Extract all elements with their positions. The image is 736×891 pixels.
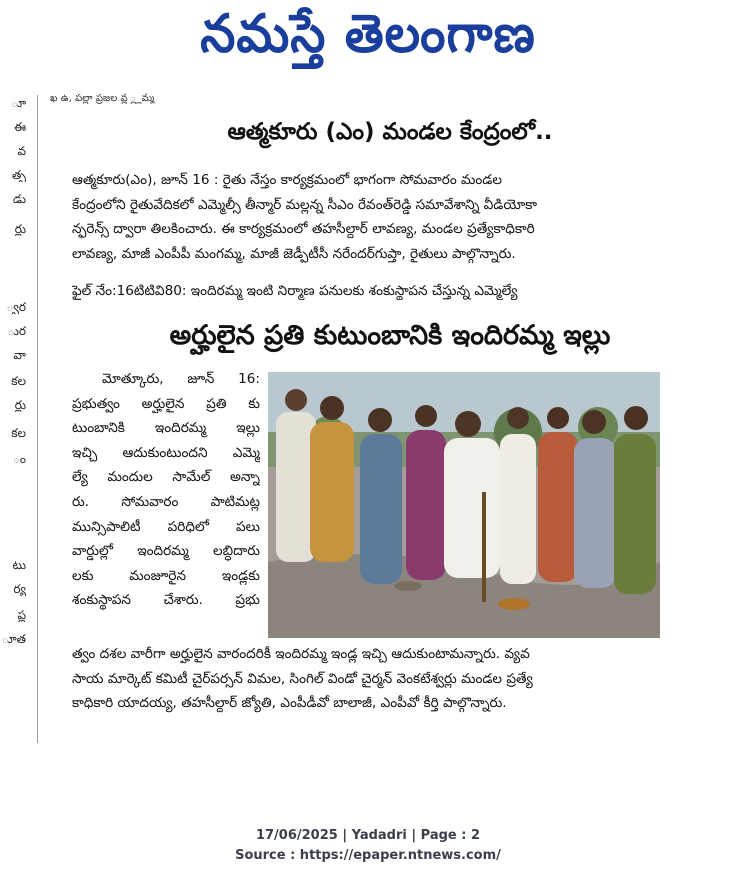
- body-line: లకు మంజూరైన ఇండ్లకు: [72, 567, 260, 584]
- left-fragment: ుర: [7, 324, 26, 338]
- body-line: వార్డుల్లో ఇందిరమ్మ లబ్ధిదారు: [72, 543, 260, 560]
- body-line: సాయ మార్కెట్ కమిటీ చైర్‌పర్సన్ విమల, సింగిల్ విండో చైర్మన్ వెంకటేశ్వర్లు మండల ప్రత్యే: [72, 670, 533, 687]
- left-fragment: ర్లు: [14, 222, 26, 236]
- body-line: రు. సోమవారం పాటిమట్ల: [72, 493, 260, 510]
- left-fragment: ూత: [1, 632, 26, 646]
- story1-headline: ఆత్మకూరు (ఎం) మండల కేంద్రంలో..: [227, 119, 553, 145]
- left-fragment: త్స: [12, 168, 26, 182]
- story2-narrow-body: [72, 367, 260, 613]
- column-rule: [37, 95, 38, 743]
- left-fragment: కల: [11, 374, 26, 388]
- left-fragment: ప్ల: [17, 608, 26, 622]
- news-photo-illustration: [268, 372, 660, 638]
- left-column-fragments: [0, 92, 30, 742]
- left-fragment: డు: [12, 192, 26, 206]
- footer-source-link[interactable]: Source : https://epaper.ntnews.com/: [235, 848, 501, 863]
- left-fragment: ం: [12, 452, 26, 466]
- body-line: ఇచ్చి ఆదుకుంటుందని ఎమ్మె: [72, 444, 260, 461]
- left-fragment: ర్య: [13, 582, 26, 596]
- left-fragment: ూ: [11, 96, 26, 110]
- story2-wide-body: [72, 642, 666, 716]
- photo-caption: ఫైల్ నేం:16టిటివి80: ఇందిరమ్మ ఇంటి నిర్మాణ పనులకు శంకుస్థాపన చేస్తున్న ఎమ్మెల్యే: [72, 283, 518, 299]
- left-fragment: ఈ: [14, 120, 26, 134]
- body-line: టుంబానికి ఇందిరమ్మ ఇల్లు: [72, 420, 260, 437]
- page-footer: [0, 826, 736, 866]
- body-line: ల్యే మందుల సామేల్ అన్నా: [72, 469, 260, 486]
- body-line: శంకుస్థాపన చేశారు. ప్రభు: [72, 592, 260, 609]
- body-line: ఆత్మకూరు(ఎం), జూన్ 16 : రైతు నేస్తం కార్యక్రమంలో భాగంగా సోమవారం మండల: [72, 172, 502, 188]
- masthead: [0, 0, 736, 80]
- body-line: మోత్కూరు, జూన్ 16:: [102, 371, 260, 387]
- left-fragment: ్వర: [6, 300, 26, 314]
- body-line: మున్సిపాలిటీ పరిధిలో పలు: [72, 518, 260, 535]
- body-line: త్వం దశల వారీగా అర్హులైన వారందరికీ ఇందిరమ్మ ఇండ్ల ఇచ్చి ఆదుకుంటామన్నారు. వ్యవ: [72, 646, 530, 662]
- news-photo: [268, 372, 660, 638]
- previous-story-cutline: ఖ ఉ, పల్లా ప్రజల వ్ల ్ల్లమ్మ: [50, 93, 155, 104]
- left-fragment: టు: [12, 558, 26, 572]
- body-line: కాధికారి యాదయ్య, తహసీల్దార్ జ్యోతి, ఎంపీడీవో బాలాజీ, ఎంపీవో కీర్తి పాల్గొన్నారు.: [72, 695, 507, 711]
- story2-headline: అర్హులైన ప్రతి కుటుంబానికి ఇందిరమ్మ ఇల్లు: [169, 320, 611, 351]
- story1-body: [72, 168, 666, 266]
- left-fragment: ర్లు: [14, 398, 26, 412]
- body-line: కేంద్రంలోని రైతువేదికలో ఎమ్మెల్సీ తీన్మార్ మల్లన్న సీఎం రేవంత్‌రెడ్డి సమావేశాన్ని వీడియోకా: [72, 196, 538, 213]
- masthead-title: నమస్తే తెలంగాణ: [200, 2, 536, 64]
- left-fragment: వ: [17, 144, 26, 158]
- left-fragment: వా: [13, 348, 26, 362]
- body-line: న్ఫరెన్స్ ద్వారా తిలకించారు. ఈ కార్యక్రమంలో తహసీల్దార్ లావణ్య, మండల ప్రత్యేకాధికారి: [72, 221, 535, 237]
- body-line: లావణ్య, మాజీ ఎంపీపీ మంగమ్మ, మాజీ జెడ్పీటీసీ నరేందర్‌గుప్తా, రైతులు పాల్గొన్నారు.: [72, 245, 516, 262]
- left-fragment: కల: [11, 426, 26, 440]
- body-line: ప్రభుత్వం అర్హులైన ప్రతి కు: [72, 395, 260, 412]
- footer-date-edition: 17/06/2025 | Yadadri | Page : 2: [255, 828, 481, 843]
